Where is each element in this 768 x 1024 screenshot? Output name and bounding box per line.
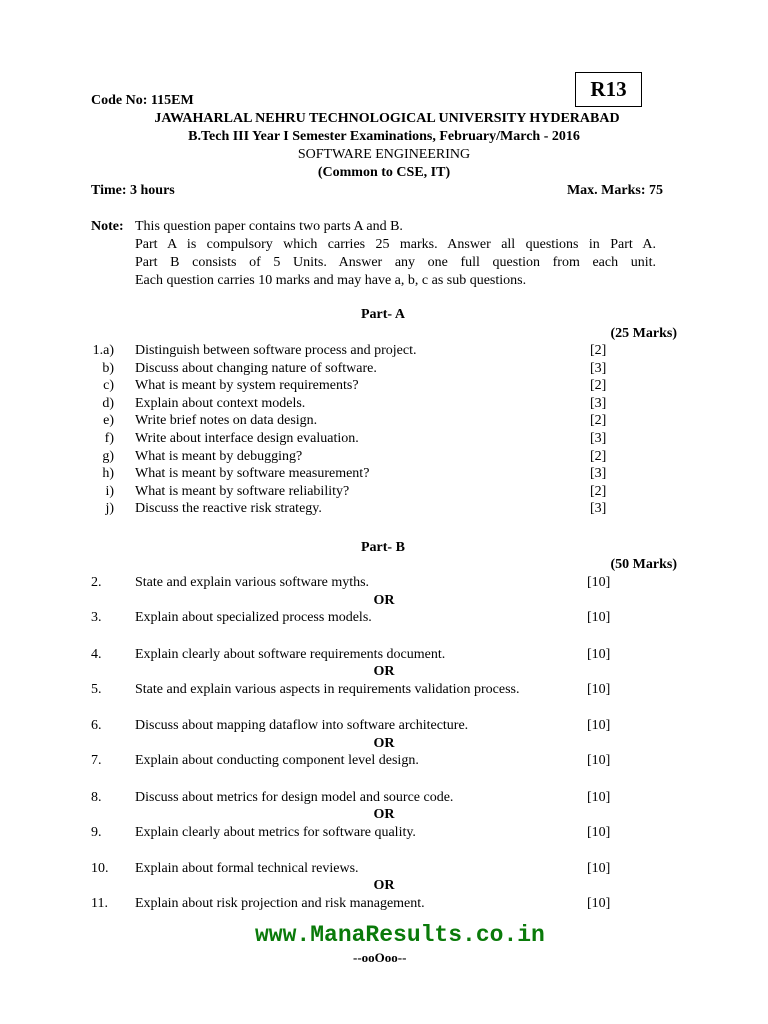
question-row — [0, 378, 768, 396]
max-marks: Max. Marks: 75 — [566, 183, 663, 198]
exam-title: B.Tech III Year I Semester Examinations, February/March - 2016 — [188, 129, 580, 144]
part-a-questions — [0, 343, 768, 519]
question-marks: [10] — [587, 718, 611, 733]
question-marks: [10] — [587, 825, 611, 840]
question-marks: [2] — [590, 413, 607, 429]
question-marks: [10] — [587, 575, 611, 590]
question-row — [0, 861, 768, 879]
question-number: 11. — [91, 896, 108, 911]
question-row — [0, 575, 768, 593]
question-marks: [10] — [587, 861, 611, 876]
question-row — [0, 466, 768, 484]
question-row — [0, 825, 768, 843]
question-marks: [10] — [587, 790, 611, 805]
question-number: 1.a) — [92, 343, 114, 358]
question-marks: [10] — [587, 610, 611, 625]
question-number: c) — [103, 378, 114, 394]
question-marks: [3] — [590, 466, 607, 482]
question-number: d) — [102, 395, 114, 411]
question-text: Explain about specialized process models. — [135, 610, 372, 625]
question-row — [0, 718, 768, 736]
question-row — [0, 449, 768, 467]
question-marks: [3] — [590, 501, 607, 517]
question-number: f) — [104, 430, 114, 446]
question-text: Discuss about mapping dataflow into software architecture. — [135, 718, 469, 733]
question-marks: [2] — [590, 483, 607, 499]
regulation-badge: R13 — [575, 72, 642, 107]
exam-duration: Time: 3 hours — [91, 183, 175, 198]
note-line: Each question carries 10 marks and may have a, b, c as sub questions. — [135, 273, 527, 288]
question-row — [0, 753, 768, 771]
question-text: Discuss about changing nature of software. — [135, 360, 377, 376]
question-text: Explain clearly about software requirements document. — [135, 647, 446, 662]
question-row — [0, 501, 768, 519]
question-number: 5. — [91, 682, 102, 697]
question-marks: [3] — [590, 360, 607, 376]
question-number: g) — [102, 448, 114, 464]
part-b-total-marks: (50 Marks) — [610, 557, 677, 572]
paper-code: Code No: 115EM — [91, 93, 194, 108]
question-text: What is meant by debugging? — [135, 448, 303, 464]
note-text — [135, 218, 656, 290]
question-text: Explain about conducting component level design. — [135, 753, 419, 768]
question-text: Discuss the reactive risk strategy. — [135, 501, 322, 517]
question-number: 6. — [91, 718, 102, 733]
university-name: JAWAHARLAL NEHRU TECHNOLOGICAL UNIVERSITY HYDERABAD — [154, 111, 620, 126]
or-separator: OR — [373, 664, 395, 679]
question-text: Write about interface design evaluation. — [135, 430, 359, 446]
question-row — [0, 413, 768, 431]
part-a-total-marks: (25 Marks) — [610, 326, 677, 341]
question-text: What is meant by system requirements? — [135, 378, 359, 394]
website-watermark: www.ManaResults.co.in — [255, 922, 545, 948]
question-text: State and explain various software myths. — [135, 575, 370, 590]
question-text: Explain about context models. — [135, 395, 306, 411]
question-number: b) — [102, 360, 114, 376]
question-row — [0, 396, 768, 414]
question-number: 2. — [91, 575, 102, 590]
question-number: 3. — [91, 610, 102, 625]
question-marks: [10] — [587, 647, 611, 662]
question-number: 7. — [91, 753, 102, 768]
or-separator: OR — [373, 878, 395, 893]
question-marks: [10] — [587, 896, 611, 911]
question-marks: [2] — [590, 448, 607, 464]
question-row — [0, 361, 768, 379]
question-marks: [3] — [590, 395, 607, 411]
question-marks: [10] — [587, 753, 611, 768]
question-text: Discuss about metrics for design model and source code. — [135, 790, 454, 805]
question-text: Explain clearly about metrics for software quality. — [135, 825, 416, 840]
question-row — [0, 484, 768, 502]
question-text: Explain about risk projection and risk management. — [135, 896, 425, 911]
subject-title: SOFTWARE ENGINEERING — [297, 147, 471, 162]
question-number: e) — [103, 413, 114, 429]
part-a-title: Part- A — [361, 307, 405, 322]
question-row — [0, 790, 768, 808]
question-row — [0, 610, 768, 628]
question-marks: [2] — [590, 378, 607, 394]
question-row — [0, 682, 768, 700]
question-text: State and explain various aspects in requirements validation process. — [135, 682, 520, 697]
question-row — [0, 343, 768, 361]
question-marks: [3] — [590, 430, 607, 446]
question-text: What is meant by software reliability? — [135, 483, 350, 499]
note-label: Note: — [91, 219, 124, 234]
question-row — [0, 896, 768, 914]
part-b-title: Part- B — [361, 540, 405, 555]
or-separator: OR — [373, 807, 395, 822]
question-number: 8. — [91, 790, 102, 805]
branches-line: (Common to CSE, IT) — [317, 165, 451, 180]
question-text: What is meant by software measurement? — [135, 466, 370, 482]
note-line: Part B consists of 5 Units. Answer any one full question from each unit. — [135, 255, 656, 270]
end-of-paper-mark: --ooOoo-- — [353, 950, 407, 965]
question-number: 4. — [91, 647, 102, 662]
question-marks: [10] — [587, 682, 611, 697]
question-row — [0, 647, 768, 665]
question-marks: [2] — [590, 343, 607, 358]
question-text: Write brief notes on data design. — [135, 413, 318, 429]
or-separator: OR — [373, 593, 395, 608]
question-number: 10. — [91, 861, 109, 876]
question-number: 9. — [91, 825, 102, 840]
question-number: j) — [105, 501, 114, 517]
note-line: This question paper contains two parts A and B. — [135, 219, 403, 234]
note-line: Part A is compulsory which carries 25 marks. Answer all questions in Part A. — [135, 237, 656, 252]
question-text: Distinguish between software process and project. — [135, 343, 417, 358]
or-separator: OR — [373, 736, 395, 751]
question-number: h) — [102, 466, 114, 482]
question-text: Explain about formal technical reviews. — [135, 861, 359, 876]
question-row — [0, 431, 768, 449]
question-number: i) — [105, 483, 114, 499]
